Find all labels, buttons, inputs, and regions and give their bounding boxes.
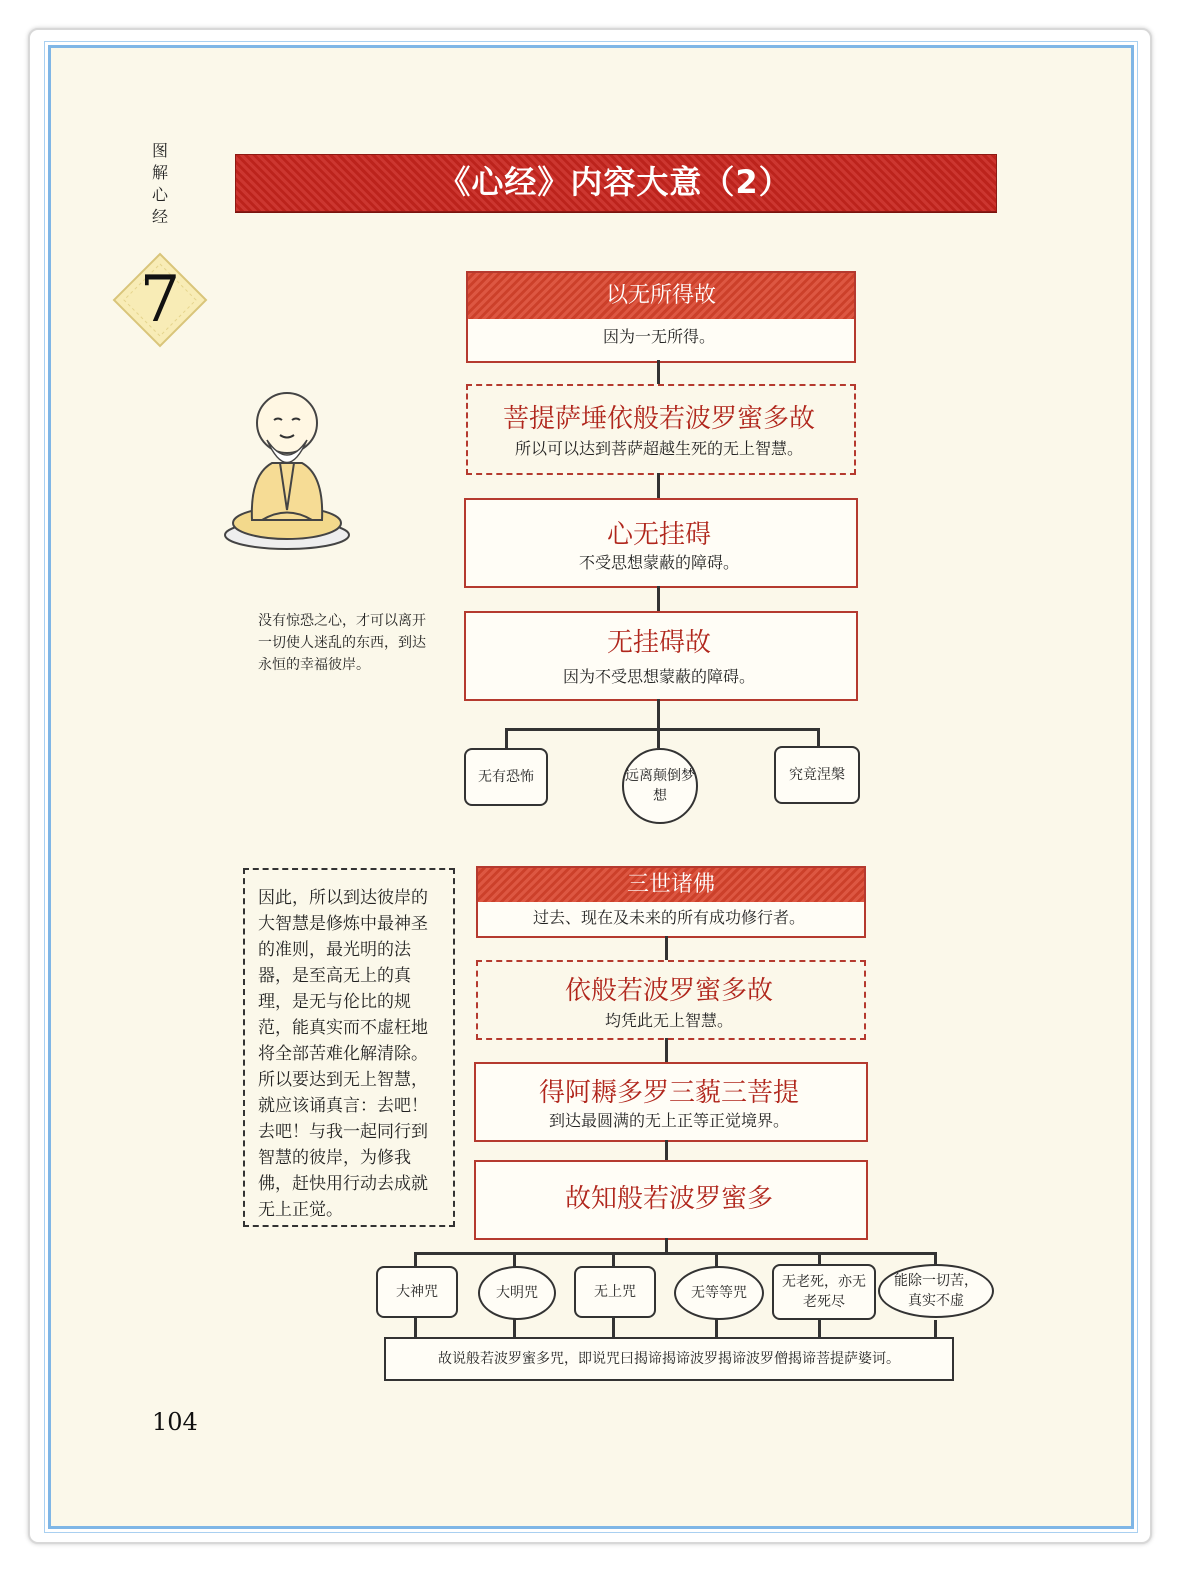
mantra-great-bright: 大明咒 bbox=[478, 1266, 556, 1320]
connector bbox=[934, 1320, 937, 1338]
mantra-unequalled: 无等等咒 bbox=[674, 1266, 764, 1320]
mantra-supreme: 无上咒 bbox=[574, 1266, 656, 1318]
connector bbox=[817, 728, 820, 748]
connector bbox=[665, 936, 668, 960]
flow2-top-title: 三世诸佛 bbox=[478, 868, 864, 902]
connector bbox=[513, 1318, 516, 1338]
page-number: 104 bbox=[152, 1408, 198, 1436]
connector bbox=[505, 728, 819, 731]
illustration-caption: 没有惊恐之心，才可以离开一切使人迷乱的东西，到达永恒的幸福彼岸。 bbox=[258, 613, 426, 673]
connector bbox=[657, 699, 660, 729]
flow1-step4-title: 无挂碍故 bbox=[606, 628, 711, 658]
connector bbox=[657, 586, 660, 611]
flow2-top-desc: 过去、现在及未来的所有成功修行者。 bbox=[532, 908, 805, 927]
flow2-step2-desc: 均凭此无上智慧。 bbox=[604, 1011, 733, 1030]
flow1-step2-title: 菩提萨埵依般若波罗蜜多故 bbox=[502, 404, 815, 434]
connector bbox=[665, 1038, 668, 1062]
flow2-step2-title: 依般若波罗蜜多故 bbox=[564, 976, 773, 1006]
flow1-step3-desc: 不受思想蒙蔽的障碍。 bbox=[578, 553, 739, 572]
connector bbox=[715, 1318, 718, 1338]
flow2-step4-title: 故知般若波罗蜜多 bbox=[564, 1184, 773, 1214]
mantra-great-divine: 大神咒 bbox=[376, 1266, 458, 1318]
explanation-note-text: 因此，所以到达彼岸的大智慧是修炼中最神圣的准则，最光明的法器，是至高无上的真理，是无与伦比的规范，能真实而不虚枉地将全部苦难化解清除。所以要达到无上智慧，就应该诵真言：去吧！去吧！与我一起同行到智慧的彼岸，为修我佛，赶快用行动去成就无上正觉。 bbox=[258, 888, 428, 1220]
mantra-remove-suffering: 能除一切苦，真实不虚 bbox=[878, 1264, 994, 1318]
connector bbox=[414, 1252, 936, 1255]
connector bbox=[818, 1318, 821, 1338]
flow1-top-title: 以无所得故 bbox=[468, 273, 854, 319]
flow1-step4-desc: 因为不受思想蒙蔽的障碍。 bbox=[562, 667, 755, 686]
flow2-step3-desc: 到达最圆满的无上正等正觉境界。 bbox=[548, 1111, 789, 1130]
flow1-step3-title: 心无挂碍 bbox=[606, 520, 711, 550]
monk-meditating-illustration bbox=[222, 385, 352, 550]
branch-far-from-delusion: 远离颠倒梦想 bbox=[622, 748, 698, 824]
connector bbox=[612, 1316, 615, 1338]
flow2-step3-title: 得阿耨多罗三藐三菩提 bbox=[538, 1078, 799, 1108]
chapter-number: 7 bbox=[139, 263, 181, 337]
connector bbox=[657, 360, 660, 384]
flow1-step2-desc: 所以可以达到菩萨超越生死的无上智慧。 bbox=[514, 439, 803, 458]
branch-no-fear: 无有恐怖 bbox=[464, 748, 548, 806]
flow1-top-desc: 因为一无所得。 bbox=[602, 327, 715, 346]
mantra-footer: 故说般若波罗蜜多咒，即说咒曰揭谛揭谛波罗揭谛波罗僧揭谛菩提萨婆诃。 bbox=[384, 1337, 954, 1381]
connector bbox=[665, 1140, 668, 1160]
page-title: 《心经》内容大意（2） bbox=[438, 163, 792, 201]
connector bbox=[657, 728, 660, 748]
connector bbox=[505, 728, 508, 748]
mantra-no-aging-death: 无老死，亦无老死尽 bbox=[772, 1264, 876, 1320]
connector bbox=[414, 1316, 417, 1338]
branch-nirvana: 究竟涅槃 bbox=[774, 746, 860, 804]
connector bbox=[657, 473, 660, 498]
side-title: 图解心经 bbox=[151, 141, 168, 226]
